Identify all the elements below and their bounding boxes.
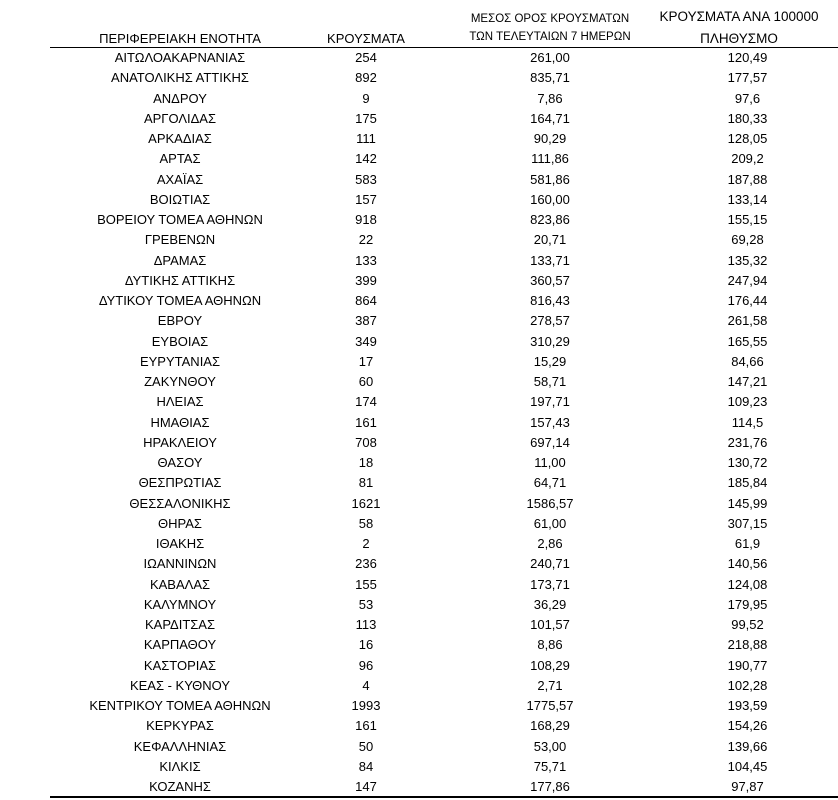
table-row xyxy=(50,737,838,757)
region-cell: ΕΥΒΟΙΑΣ xyxy=(151,333,209,349)
avg-7day-cell: 240,71 xyxy=(530,556,570,572)
column-spacer xyxy=(422,777,445,797)
per100k-cell: 139,66 xyxy=(727,738,768,754)
per100k-cell: 99,52 xyxy=(731,617,764,632)
column-spacer xyxy=(422,676,445,696)
per100k-cell: 179,95 xyxy=(727,596,768,612)
cases-cell: 708 xyxy=(355,434,377,450)
table-row xyxy=(50,89,838,109)
per100k-cell: 97,6 xyxy=(734,90,761,106)
column-spacer xyxy=(422,311,445,331)
table-row xyxy=(50,453,838,473)
table-row xyxy=(50,48,838,68)
column-spacer xyxy=(422,595,445,615)
region-cell: ΔΥΤΙΚΟΥ ΤΟΜΕΑ ΑΘΗΝΩΝ xyxy=(98,293,262,308)
table-row xyxy=(50,372,838,392)
region-cell: ΕΥΡΥΤΑΝΙΑΣ xyxy=(139,353,221,369)
avg-7day-cell: 36,29 xyxy=(533,596,567,612)
header-cases: ΚΡΟΥΣΜΑΤΑ xyxy=(327,31,405,46)
cases-cell: 18 xyxy=(358,455,374,470)
per100k-cell: 97,87 xyxy=(731,779,764,794)
column-spacer xyxy=(422,210,445,230)
cases-cell: 174 xyxy=(355,394,377,410)
cases-cell: 175 xyxy=(355,110,377,126)
cases-cell: 864 xyxy=(355,293,377,308)
region-cell: ΚΑΡΔΙΤΣΑΣ xyxy=(144,617,216,632)
column-spacer xyxy=(422,433,445,453)
cases-cell: 60 xyxy=(358,374,374,389)
header-region: ΠΕΡΙΦΕΡΕΙΑΚΗ ΕΝΟΤΗΤΑ xyxy=(99,31,261,46)
per100k-cell: 209,2 xyxy=(731,151,764,167)
column-spacer xyxy=(422,534,445,554)
avg-7day-cell: 2,71 xyxy=(537,677,563,693)
per100k-cell: 69,28 xyxy=(731,232,764,248)
avg-7day-cell: 101,57 xyxy=(530,617,570,632)
region-cell: ΑΝΔΡΟΥ xyxy=(153,90,207,106)
table-row xyxy=(50,149,838,169)
cases-cell: 17 xyxy=(358,353,374,369)
table-row xyxy=(50,129,838,149)
cases-cell: 236 xyxy=(355,556,377,572)
avg-7day-cell: 108,29 xyxy=(530,657,570,673)
region-cell: ΕΒΡΟΥ xyxy=(157,313,203,329)
per100k-cell: 114,5 xyxy=(731,414,764,430)
avg-7day-cell: 177,86 xyxy=(530,779,570,794)
per100k-cell: 128,05 xyxy=(727,131,768,146)
per100k-cell: 84,66 xyxy=(731,353,764,369)
region-cell: ΗΡΑΚΛΕΙΟΥ xyxy=(143,434,217,450)
cases-cell: 96 xyxy=(358,657,374,673)
cases-cell: 157 xyxy=(355,191,377,207)
region-cell: ΘΕΣΣΑΛΟΝΙΚΗΣ xyxy=(129,495,231,511)
column-spacer xyxy=(422,453,445,473)
avg-7day-cell: 310,29 xyxy=(530,333,570,349)
avg-7day-cell: 1775,57 xyxy=(526,698,574,713)
region-cell: ΑΡΚΑΔΙΑΣ xyxy=(148,131,212,146)
region-cell: ΓΡΕΒΕΝΩΝ xyxy=(144,232,216,248)
avg-7day-cell: 75,71 xyxy=(533,758,567,774)
table-row xyxy=(50,696,838,716)
avg-7day-cell: 20,71 xyxy=(533,232,567,248)
per100k-cell: 177,57 xyxy=(727,70,768,86)
per100k-cell: 61,9 xyxy=(734,536,761,551)
avg-7day-cell: 160,00 xyxy=(530,191,570,207)
column-spacer xyxy=(422,230,445,250)
table-row xyxy=(50,413,838,433)
cases-cell: 155 xyxy=(355,576,377,592)
avg-7day-cell: 53,00 xyxy=(533,738,567,754)
region-cell: ΘΑΣΟΥ xyxy=(157,455,203,470)
region-cell: ΔΡΑΜΑΣ xyxy=(153,252,207,268)
avg-7day-cell: 133,71 xyxy=(530,252,570,268)
region-cell: ΚΟΖΑΝΗΣ xyxy=(149,779,211,794)
table-row xyxy=(50,109,838,129)
region-cell: ΚΑΒΑΛΑΣ xyxy=(149,576,211,592)
table-row xyxy=(50,170,838,190)
column-spacer xyxy=(422,716,445,736)
per100k-cell: 124,08 xyxy=(727,576,768,592)
avg-7day-cell: 111,86 xyxy=(531,151,569,167)
cases-cell: 4 xyxy=(362,677,370,693)
table-row xyxy=(50,291,838,311)
per100k-cell: 193,59 xyxy=(727,698,768,713)
avg-7day-cell: 64,71 xyxy=(533,475,567,491)
cases-cell: 349 xyxy=(355,333,377,349)
region-cell: ΚΕΑΣ - ΚΥΘΝΟΥ xyxy=(129,677,231,693)
region-cell: ΘΕΣΠΡΩΤΙΑΣ xyxy=(138,475,222,491)
cases-cell: 1621 xyxy=(351,495,381,511)
avg-7day-cell: 173,71 xyxy=(530,576,570,592)
avg-7day-cell: 90,29 xyxy=(533,131,567,146)
avg-7day-cell: 15,29 xyxy=(533,353,567,369)
avg-7day-cell: 7,86 xyxy=(537,90,563,106)
region-cell: ΙΩΑΝΝΙΝΩΝ xyxy=(143,556,217,572)
table-row xyxy=(50,676,838,696)
per100k-cell: 140,56 xyxy=(727,556,768,572)
cases-cell: 111 xyxy=(356,131,376,146)
avg-7day-cell: 823,86 xyxy=(530,212,570,227)
region-cell: ΚΕΦΑΛΛΗΝΙΑΣ xyxy=(133,738,227,754)
table-row xyxy=(50,352,838,372)
avg-7day-cell: 816,43 xyxy=(530,293,570,308)
table-row xyxy=(50,251,838,271)
per100k-cell: 145,99 xyxy=(727,495,768,511)
column-spacer xyxy=(422,251,445,271)
table-row xyxy=(50,433,838,453)
per100k-cell: 231,76 xyxy=(727,434,768,450)
table-row xyxy=(50,332,838,352)
per100k-cell: 307,15 xyxy=(727,515,768,531)
cases-cell: 16 xyxy=(358,637,374,653)
column-spacer xyxy=(422,737,445,757)
column-spacer xyxy=(422,554,445,574)
column-spacer xyxy=(422,89,445,109)
column-spacer xyxy=(422,413,445,433)
avg-7day-cell: 1586,57 xyxy=(526,495,574,511)
region-cell: ΙΘΑΚΗΣ xyxy=(155,536,205,551)
region-cell: ΚΑΛΥΜΝΟΥ xyxy=(143,596,217,612)
cases-cell: 254 xyxy=(355,50,377,65)
per100k-cell: 109,23 xyxy=(727,394,768,410)
per100k-cell: 185,84 xyxy=(727,475,768,491)
per100k-cell: 155,15 xyxy=(727,212,768,227)
table-row xyxy=(50,311,838,331)
header-avg-line1: ΜΕΣΟΣ ΟΡΟΣ ΚΡΟΥΣΜΑΤΩΝ xyxy=(470,13,630,25)
per100k-cell: 147,21 xyxy=(727,374,768,389)
cases-cell: 1993 xyxy=(351,698,381,713)
table-row xyxy=(50,514,838,534)
table-row xyxy=(50,615,838,635)
column-spacer xyxy=(422,696,445,716)
cases-cell: 161 xyxy=(355,414,377,430)
bottom-divider xyxy=(50,796,838,798)
avg-7day-cell: 58,71 xyxy=(533,374,567,389)
column-spacer xyxy=(422,372,445,392)
per100k-cell: 130,72 xyxy=(727,455,768,470)
region-cell: ΑΝΑΤΟΛΙΚΗΣ ΑΤΤΙΚΗΣ xyxy=(111,70,249,86)
cases-cell: 9 xyxy=(362,90,370,106)
cases-cell: 50 xyxy=(358,738,374,754)
region-cell: ΗΛΕΙΑΣ xyxy=(156,394,204,410)
per100k-cell: 165,55 xyxy=(727,333,768,349)
table-row xyxy=(50,230,838,250)
region-cell: ΑΧΑΪΑΣ xyxy=(156,171,204,187)
table-row xyxy=(50,473,838,493)
column-spacer xyxy=(422,575,445,595)
avg-7day-cell: 8,86 xyxy=(537,637,563,653)
header-avg-line2: ΤΩΝ ΤΕΛΕΥΤΑΙΩΝ 7 ΗΜΕΡΩΝ xyxy=(469,31,631,43)
table-row xyxy=(50,716,838,736)
region-cell: ΚΙΛΚΙΣ xyxy=(159,758,201,774)
avg-7day-cell: 61,00 xyxy=(533,515,567,531)
table-row xyxy=(50,554,838,574)
region-cell: ΚΕΡΚΥΡΑΣ xyxy=(146,718,214,734)
per100k-cell: 104,45 xyxy=(727,758,768,774)
per100k-cell: 135,32 xyxy=(727,252,768,268)
region-cell: ΑΡΓΟΛΙΔΑΣ xyxy=(143,110,217,126)
per100k-cell: 218,88 xyxy=(727,637,768,653)
avg-7day-cell: 581,86 xyxy=(530,171,570,187)
region-cell: ΘΗΡΑΣ xyxy=(158,515,202,531)
column-spacer xyxy=(422,129,445,149)
cases-cell: 583 xyxy=(355,171,377,187)
column-spacer xyxy=(422,149,445,169)
avg-7day-cell: 278,57 xyxy=(530,313,570,329)
table-row xyxy=(50,271,838,291)
table-row xyxy=(50,595,838,615)
table-row xyxy=(50,575,838,595)
cases-cell: 113 xyxy=(355,617,377,632)
avg-7day-cell: 697,14 xyxy=(530,434,570,450)
cases-cell: 2 xyxy=(362,536,370,551)
cases-cell: 161 xyxy=(355,718,377,734)
region-cell: ΖΑΚΥΝΘΟΥ xyxy=(144,374,216,389)
table-row xyxy=(50,190,838,210)
table-row xyxy=(50,635,838,655)
column-spacer xyxy=(422,352,445,372)
column-spacer xyxy=(422,332,445,352)
header-per100k-line2: ΠΛΗΘΥΣΜΟ xyxy=(700,31,778,46)
column-spacer xyxy=(422,109,445,129)
avg-7day-cell: 2,86 xyxy=(537,536,563,551)
table-body xyxy=(50,48,838,797)
avg-7day-cell: 168,29 xyxy=(530,718,570,734)
per100k-cell: 180,33 xyxy=(727,110,768,126)
avg-7day-cell: 261,00 xyxy=(530,50,570,65)
avg-7day-cell: 197,71 xyxy=(530,394,570,410)
region-cell: ΒΟΙΩΤΙΑΣ xyxy=(149,191,211,207)
table-row xyxy=(50,68,838,88)
cases-cell: 133 xyxy=(355,252,377,268)
per100k-cell: 154,26 xyxy=(727,718,768,734)
per100k-cell: 190,77 xyxy=(727,657,768,673)
column-spacer xyxy=(422,392,445,412)
per100k-cell: 176,44 xyxy=(727,293,768,308)
column-spacer xyxy=(422,656,445,676)
column-spacer xyxy=(422,615,445,635)
avg-7day-cell: 360,57 xyxy=(530,272,570,288)
column-spacer xyxy=(422,514,445,534)
per100k-cell: 261,58 xyxy=(727,313,768,329)
column-spacer xyxy=(422,291,445,311)
region-cell: ΚΕΝΤΡΙΚΟΥ ΤΟΜΕΑ ΑΘΗΝΩΝ xyxy=(89,698,271,713)
region-cell: ΚΑΣΤΟΡΙΑΣ xyxy=(143,657,217,673)
cases-cell: 147 xyxy=(355,779,377,794)
per100k-cell: 102,28 xyxy=(727,677,768,693)
per100k-cell: 133,14 xyxy=(727,191,768,207)
region-cell: ΗΜΑΘΙΑΣ xyxy=(150,414,210,430)
column-spacer xyxy=(422,473,445,493)
cases-cell: 387 xyxy=(355,313,377,329)
avg-7day-cell: 164,71 xyxy=(530,110,570,126)
column-spacer xyxy=(422,494,445,514)
column-spacer xyxy=(422,68,445,88)
column-spacer xyxy=(422,170,445,190)
table-row xyxy=(50,392,838,412)
cases-cell: 58 xyxy=(358,515,374,531)
column-spacer xyxy=(422,271,445,291)
column-spacer xyxy=(422,48,445,68)
region-cell: ΑΙΤΩΛΟΑΚΑΡΝΑΝΙΑΣ xyxy=(114,50,246,65)
cases-cell: 22 xyxy=(358,232,374,248)
cases-cell: 84 xyxy=(358,758,374,774)
cases-cell: 53 xyxy=(358,596,374,612)
column-spacer xyxy=(422,190,445,210)
column-spacer xyxy=(422,757,445,777)
per100k-cell: 187,88 xyxy=(727,171,768,187)
region-cell: ΚΑΡΠΑΘΟΥ xyxy=(143,637,217,653)
table-row xyxy=(50,494,838,514)
cases-cell: 81 xyxy=(358,475,374,491)
per100k-cell: 120,49 xyxy=(727,50,768,65)
table-row xyxy=(50,777,838,797)
cases-cell: 142 xyxy=(355,151,377,167)
table-row xyxy=(50,210,838,230)
column-spacer xyxy=(422,635,445,655)
cases-cell: 399 xyxy=(355,272,377,288)
avg-7day-cell: 835,71 xyxy=(530,70,570,86)
per100k-cell: 247,94 xyxy=(727,272,768,288)
avg-7day-cell: 11,00 xyxy=(534,455,566,470)
header-per100k-line1: ΚΡΟΥΣΜΑΤΑ ΑΝΑ 100000 xyxy=(659,9,819,24)
region-cell: ΒΟΡΕΙΟΥ ΤΟΜΕΑ ΑΘΗΝΩΝ xyxy=(97,212,263,227)
cases-cell: 918 xyxy=(355,212,377,227)
cases-cell: 892 xyxy=(355,70,377,86)
table-row xyxy=(50,656,838,676)
region-cell: ΑΡΤΑΣ xyxy=(159,151,201,167)
table-row xyxy=(50,757,838,777)
avg-7day-cell: 157,43 xyxy=(530,414,570,430)
region-cell: ΔΥΤΙΚΗΣ ΑΤΤΙΚΗΣ xyxy=(124,272,236,288)
table-row xyxy=(50,534,838,554)
